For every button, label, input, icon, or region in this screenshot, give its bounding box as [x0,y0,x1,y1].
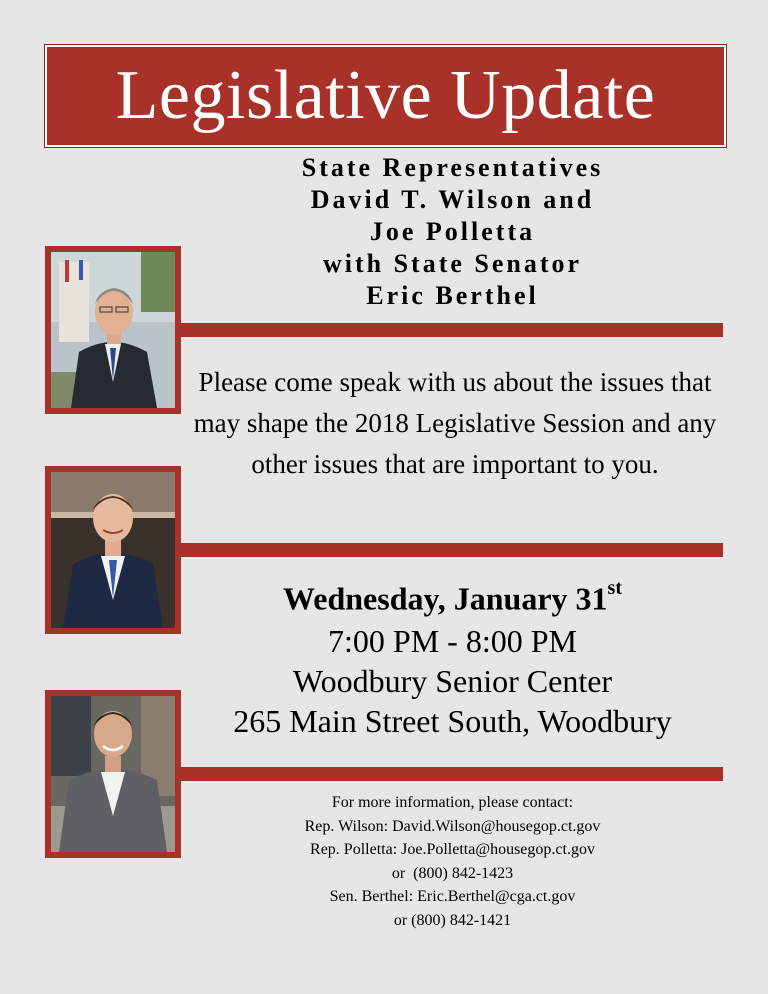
berthel-portrait [51,696,175,852]
reps-line: David T. Wilson and [310,185,595,214]
event-address: 265 Main Street South, Woodbury [233,702,672,739]
event-date-text: Wednesday, January 31 [283,580,608,617]
wilson-portrait [51,252,175,408]
event-date [190,570,715,621]
contact-info [190,791,715,932]
reps-line: Joe Polletta [369,217,536,246]
representatives-heading [200,152,705,312]
event-date-suffix: st [607,577,622,599]
event-details [190,570,715,741]
page-title: Legislative Update [115,57,656,134]
divider-bar [180,543,723,557]
berthel-photo [45,690,181,858]
reps-line: State Representatives [301,153,604,182]
polletta-portrait [51,472,175,628]
contact-line: or (800) 842-1423 [391,864,514,882]
wilson-photo [45,246,181,414]
divider-bar [180,323,723,337]
polletta-photo [45,466,181,634]
contact-heading: For more information, please contact: [331,794,574,811]
contact-line: Rep. Wilson: David.Wilson@housegop.ct.gov [304,817,601,835]
reps-line: with State Senator [322,249,583,278]
title-banner [45,45,726,147]
contact-line: Sen. Berthel: Eric.Berthel@cga.ct.gov [329,888,576,905]
contact-line: Rep. Polletta: Joe.Polletta@housegop.ct.gov [310,841,595,858]
invitation-text: Please come speak with us about the issues that may shape the 2018 Legislative Session and any other issues that are important to you. [193,367,717,479]
contact-line: or (800) 842-1421 [393,911,512,929]
divider-bar [180,767,723,781]
event-venue: Woodbury Senior Center [292,662,613,699]
event-time: 7:00 PM - 8:00 PM [328,622,577,659]
reps-line: Eric Berthel [366,281,539,310]
